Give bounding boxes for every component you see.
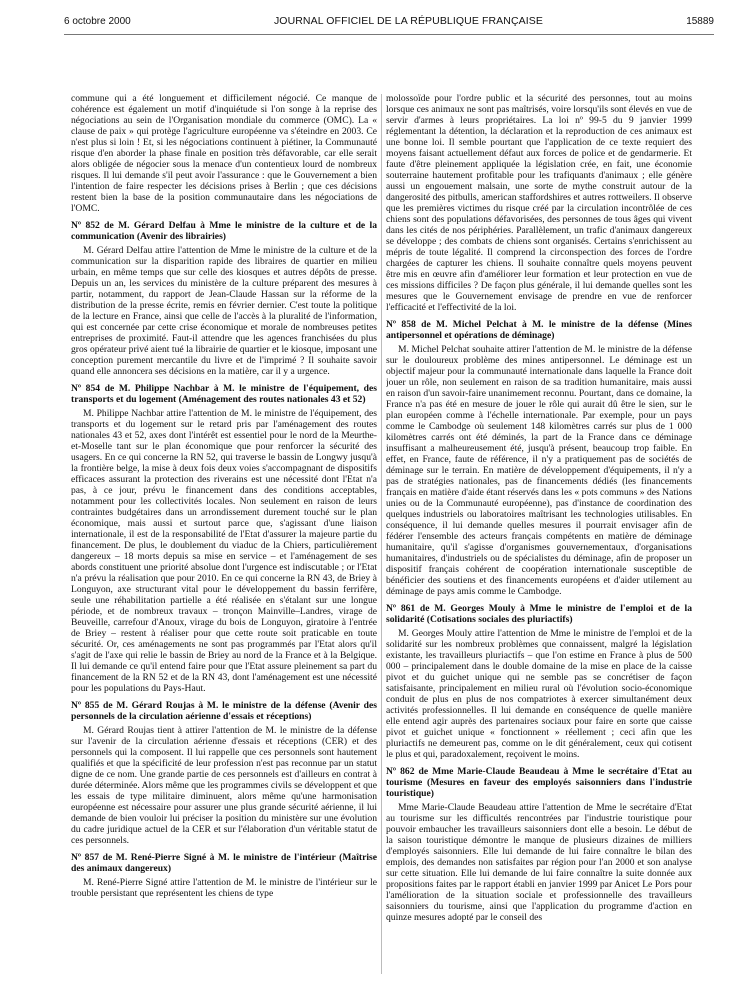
paragraph: M. Georges Mouly attire l'attention de Mme le ministre de l'emploi et de la solidarité sur les nombreux problèmes que connaissent, malgré la législation existante, les travailleurs pluriactifs – que l'on estime en France à plus de 500 000 – principalement dans le double domaine de la mise en place de la caisse pivot et du guichet unique qui ne semble pas se concrétiser de façon satisfaisante, principalement en milieu rural où l'évolution socio-économique conduit de plus en plus de nos compatriotes à exercer simultanément deux activités professionnelles. Il lui demande en conséquence de quelle manière elle entend agir auprès des partenaires sociaux pour faire en sorte que caisse pivot et guichet unique « fonctionnent » réellement ; ceci afin que les pluriactifs ne demeurent pas, comme on le dit généralement, ceux qui cotisent le plus et qui, paradoxalement, reçoivent le moins. xyxy=(386,628,692,760)
page-header xyxy=(64,14,714,28)
paragraph: molossoïde pour l'ordre public et la sécurité des personnes, tout au moins lorsque ces animaux ne sont pas maîtrisés, voire lorsqu'ils sont élevés en vue de servir d'armes à leurs propriétaires. La loi nº 99-5 du 9 janvier 1999 réglementant la détention, la déclaration et la reproduction de ces animaux est une bonne loi. Il semble pourtant que l'application de ce texte requiert des moyens faisant actuellement défaut aux forces de police et de gendarmerie. Et faute d'être pleinement appliquée la législation crée, en fait, une économie souterraine hautement profitable pour les trafiquants d'animaux ; elle génère aussi un engouement malsain, une sorte de mythe construit autour de la dangerosité des pitbulls, american staffordshires et autres rottweilers. Il observe que les premières victimes du risque créé par la circulation incontrôlée de ces chiens sont des populations défavorisées, des personnes de tous âges qui vivent dans les cités de nos périphéries. Parallèlement, un trafic d'animaux dangereux se développe ; des combats de chiens sont organisés. Certains s'enrichissent au mépris de toute légalité. Il comprend la circonspection des forces de l'ordre chargées de capturer les chiens. Il souhaite connaître quels moyens peuvent être mis en œuvre afin d'améliorer leur formation et leur protection en vue de ces missions difficiles ? De façon plus générale, il lui demande quelles sont les mesures que le Gouvernement envisage de prendre en vue de renforcer l'efficacité et l'effectivité de la loi. xyxy=(386,93,692,313)
question-heading: Nº 855 de M. Gérard Roujas à M. le ministre de la défense (Avenir des personnels de la circulation aérienne d'essais et réceptions) xyxy=(71,700,377,722)
question-heading: Nº 857 de M. René-Pierre Signé à M. le ministre de l'intérieur (Maîtrise des animaux dangereux) xyxy=(71,852,377,874)
header-date: 6 octobre 2000 xyxy=(64,15,131,27)
question-heading: Nº 854 de M. Philippe Nachbar à M. le ministre de l'équipement, des transports et du logement (Aménagement des routes nationales 43 et 52) xyxy=(71,383,377,405)
header-title: JOURNAL OFFICIEL DE LA RÉPUBLIQUE FRANÇAISE xyxy=(273,15,543,27)
column-divider xyxy=(381,94,382,974)
header-rule xyxy=(64,34,714,35)
left-column xyxy=(71,93,377,973)
header-page-number: 15889 xyxy=(686,15,714,27)
question-heading: Nº 858 de M. Michel Pelchat à M. le ministre de la défense (Mines antipersonnel et opérations de déminage) xyxy=(386,319,692,341)
paragraph: M. René-Pierre Signé attire l'attention de M. le ministre de l'intérieur sur le trouble persistant que représentent les chiens de type xyxy=(71,877,377,899)
right-column xyxy=(386,93,692,973)
question-heading: Nº 861 de M. Georges Mouly à Mme le ministre de l'emploi et de la solidarité (Cotisations sociales des pluriactifs) xyxy=(386,603,692,625)
question-heading: Nº 852 de M. Gérard Delfau à Mme le ministre de la culture et de la communication (Avenir des librairies) xyxy=(71,220,377,242)
question-heading: Nº 862 de Mme Marie-Claude Beaudeau à Mme le secrétaire d'Etat au tourisme (Mesures en faveur des employés saisonniers dans l'industrie touristique) xyxy=(386,766,692,799)
paragraph: M. Philippe Nachbar attire l'attention de M. le ministre de l'équipement, des transports et du logement sur le retard pris par l'aménagement des routes nationales 43 et 52, axes dont l'intérêt est essentiel pour le nord de la Meurthe-et-Moselle tant sur le plan économique que pour renforcer la sécurité des usagers. En ce qui concerne la RN 52, qui traverse le bassin de Longwy jusqu'à la frontière belge, la mise à deux fois deux voies s'accompagnant de dispositifs efficaces assurant la protection des riverains est une nécessité dont l'Etat n'a pas, à ce jour, prévu le financement dans des conditions acceptables, notamment pour les collectivités locales. Non seulement en raison de leurs contraintes budgétaires dans un arrondissement durement touché sur le plan économique, mais aussi et surtout parce que, s'agissant d'une liaison internationale, il est de la responsabilité de l'Etat d'assurer la majeure partie du financement. De plus, le doublement du viaduc de la Chiers, particulièrement dangereux – 18 morts depuis sa mise en service – et l'aménagement de ses abords constituent une priorité absolue dont l'urgence est indiscutable ; or l'Etat n'a prévu la réalisation que pour 2010. En ce qui concerne la RN 43, de Briey à Longuyon, axe structurant vital pour le développement du bassin ferrifère, seule une réhabilitation partielle a été réalisée en s'étalant sur une longue période, et de nombreux travaux – tronçon Mainville–Landres, virage de Beuveille, carrefour d'Anoux, virage du bois de Longuyon, giratoire à l'entrée de Briey – restent à réaliser pour que cette route soit praticable en toute sécurité. Or, ces aménagements ne sont pas programmés par l'Etat alors qu'il s'agit de l'axe qui relie le bassin de Briey au nord de la France et à la Belgique. Il lui demande ce qu'il entend faire pour que l'Etat assure pleinement sa part du financement de la RN 52 et de la RN 43, dont l'aménagement est une nécessité pour les populations du Pays-Haut. xyxy=(71,408,377,694)
paragraph: M. Michel Pelchat souhaite attirer l'attention de M. le ministre de la défense sur le douloureux problème des mines antipersonnel. Le déminage est un objectif majeur pour la communauté internationale dans laquelle la France doit jouer un rôle, non seulement en raison de sa tradition humanitaire, mais aussi en raison d'un savoir-faire unanimement reconnu. Pourtant, dans ce domaine, la France n'a pas été en mesure de jouer le rôle qui aurait dû être le sien, sur le plan européen comme à l'échelle internationale. Par exemple, pour un pays comme le Cambodge où seulement 148 kilomètres carrés sur plus de 1 000 kilomètres carrés ont été déminés, la part de la France dans ce déminage insuffisant a malheureusement été, jusqu'à présent, beaucoup trop faible. En effet, en France, faute de référence, il n'y a pratiquement pas de sociétés de déminage sur le terrain. En matière de développement d'équipements, il n'y a pas de stratégies nationales, pas de financements dédiés (les financements français en matière d'aide étant réservés dans les « pots communs » des Nations unies ou de la Communauté européenne), pas d'instance de coordination des quelques industriels ou laboratoires maîtrisant les technologies utilisables. En conséquence, il lui demande quelles mesures il pourrait envisager afin de fédérer l'ensemble des acteurs français compétents en matière de déminage humanitaire, qu'il s'agisse d'organismes gouvernementaux, d'organisations humanitaires, d'industriels ou de spécialistes du déminage, afin de proposer un dispositif français cohérent de coopération internationale susceptible de bénéficier des soutiens et des financements européens et d'aider utilement au déminage de pays amis comme le Cambodge. xyxy=(386,344,692,597)
paragraph: M. Gérard Roujas tient à attirer l'attention de M. le ministre de la défense sur l'avenir de la circulation aérienne d'essais et réceptions (CER) et des personnels qui la composent. Il lui rappelle que ces personnels sont hautement qualifiés et que la spécificité de leur profession n'est pas reconnue par un statut digne de ce nom. Une grande partie de ces personnels est d'ailleurs en contrat à durée déterminée. Alors même que les programmes civils se développent et que les essais de type militaire diminuent, alors même qu'une harmonisation européenne est nécessaire pour assurer une plus grande sécurité aérienne, il lui demande de bien vouloir lui préciser la position du ministère sur une évolution du cadre juridique actuel de la CER et sur l'élaboration d'un véritable statut de ces personnels. xyxy=(71,725,377,846)
paragraph: M. Gérard Delfau attire l'attention de Mme le ministre de la culture et de la communication sur la disparition rapide des libraires de quartier en milieu urbain, en même temps que sur celle des kiosques et autres dépôts de presse. Depuis un an, les services du ministère de la culture préparent des mesures à partir, notamment, du rapport de Jean-Claude Hassan sur la réforme de la distribution de la presse écrite, remis en février dernier. C'est toute la politique de la lecture en France, ainsi que celle de l'accès à la pluralité de l'information, qui est concernée par cette crise économique et morale de nombreuses petites entreprises de proximité. Faut-il attendre que les agences franchisées du plus gros opérateur privé aient tué la librairie de quartier et le kiosque, imposant une conception purement mercantile du livre et de l'imprimé ? Il souhaite savoir quand elle annoncera ses décisions en la matière, car il y a urgence. xyxy=(71,245,377,377)
paragraph: commune qui a été longuement et difficilement négocié. Ce manque de cohérence est également un motif d'inquiétude si l'on songe à la reprise des négociations au sein de l'Organisation mondiale du commerce (OMC). La « clause de paix » qui protège l'agriculture européenne va s'éteindre en 2003. Ce n'est plus si loin ! Et, si les négociations continuent à piétiner, la Communauté risque d'en aborder la phase finale en position très défavorable, car elle serait alors obligée de négocier sous la menace d'un contentieux lourd de nombreux risques. Il lui demande s'il peut avoir l'assurance : que le Gouvernement a bien l'intention de faire respecter les décisions prises à Berlin ; que ces décisions restent bien la base de la position communautaire dans les négociations de l'OMC. xyxy=(71,93,377,214)
paragraph: Mme Marie-Claude Beaudeau attire l'attention de Mme le secrétaire d'Etat au tourisme sur les difficultés rencontrées par l'industrie touristique pour pouvoir embaucher les travailleurs saisonniers dont elle a besoin. Le début de la saison touristique démontre le manque de plusieurs dizaines de milliers d'employés saisonniers. Elle lui demande de lui faire connaître le bilan des emplois, des demandes non satisfaites par région pour l'an 2000 et son analyse sur cette situation. Elle lui demande de lui faire connaître la suite donnée aux propositions faites par le rapport établi en janvier 1999 par Anicet Le Pors pour l'amélioration de la situation sociale et professionnelle des travailleurs saisonniers du tourisme, ainsi que l'application du programme d'action en quinze mesures adopté par le conseil des xyxy=(386,802,692,923)
